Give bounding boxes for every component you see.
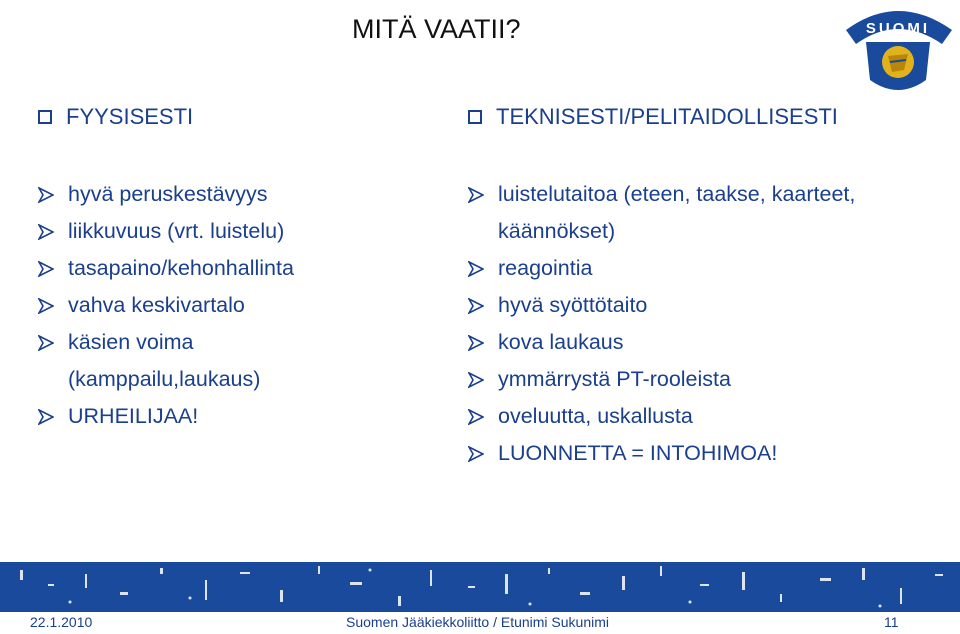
arrow-bullet-icon xyxy=(468,435,498,472)
teknisesti-list xyxy=(468,176,948,472)
footer-organization: Suomen Jääkiekkoliitto / Etunimi Sukunimi xyxy=(346,614,610,630)
arrow-bullet-icon xyxy=(468,250,498,287)
list-item: tasapaino/kehonhallinta xyxy=(38,250,368,287)
ice-texture-band xyxy=(0,562,960,612)
checkbox-bullet-icon xyxy=(38,110,52,124)
fyysisesti-list xyxy=(38,176,368,435)
arrow-bullet-icon xyxy=(468,287,498,324)
arrow-bullet-icon xyxy=(468,176,498,213)
list-item: URHEILIJAA! xyxy=(38,398,368,435)
suomi-lion-logo xyxy=(836,0,960,100)
list-item: hyvä peruskestävyys xyxy=(38,176,368,213)
logo-text: SUOMI xyxy=(865,20,931,37)
list-item: hyvä syöttötaito xyxy=(468,287,948,324)
arrow-bullet-icon xyxy=(468,361,498,398)
list-item: kova laukaus xyxy=(468,324,948,361)
list-item: vahva keskivartalo xyxy=(38,287,368,324)
heading-label: TEKNISESTI/PELITAIDOLLISESTI xyxy=(496,104,838,129)
heading-fyysisesti xyxy=(38,104,193,130)
arrow-bullet-icon xyxy=(468,398,498,435)
slide-title: MITÄ VAATII? xyxy=(352,14,521,44)
list-item: luistelutaitoa (eteen, taakse, kaarteet, käännökset) xyxy=(468,176,948,250)
checkbox-bullet-icon xyxy=(468,110,482,124)
arrow-bullet-icon xyxy=(468,324,498,361)
arrow-bullet-icon xyxy=(38,398,68,435)
footer-date: 22.1.2010 xyxy=(30,614,93,630)
list-item: reagointia xyxy=(468,250,948,287)
heading-teknisesti xyxy=(468,104,838,130)
arrow-bullet-icon xyxy=(38,213,68,250)
list-item: oveluutta, uskallusta xyxy=(468,398,948,435)
list-item: LUONNETTA = INTOHIMOA! xyxy=(468,435,948,472)
list-item: käsien voima (kamppailu,laukaus) xyxy=(38,324,368,398)
arrow-bullet-icon xyxy=(38,250,68,287)
arrow-bullet-icon xyxy=(38,324,68,361)
arrow-bullet-icon xyxy=(38,287,68,324)
list-item: liikkuvuus (vrt. luistelu) xyxy=(38,213,368,250)
footer-page-number: 11 xyxy=(884,614,899,630)
arrow-bullet-icon xyxy=(38,176,68,213)
heading-label: FYYSISESTI xyxy=(66,104,194,129)
list-item: ymmärrystä PT-rooleista xyxy=(468,361,948,398)
